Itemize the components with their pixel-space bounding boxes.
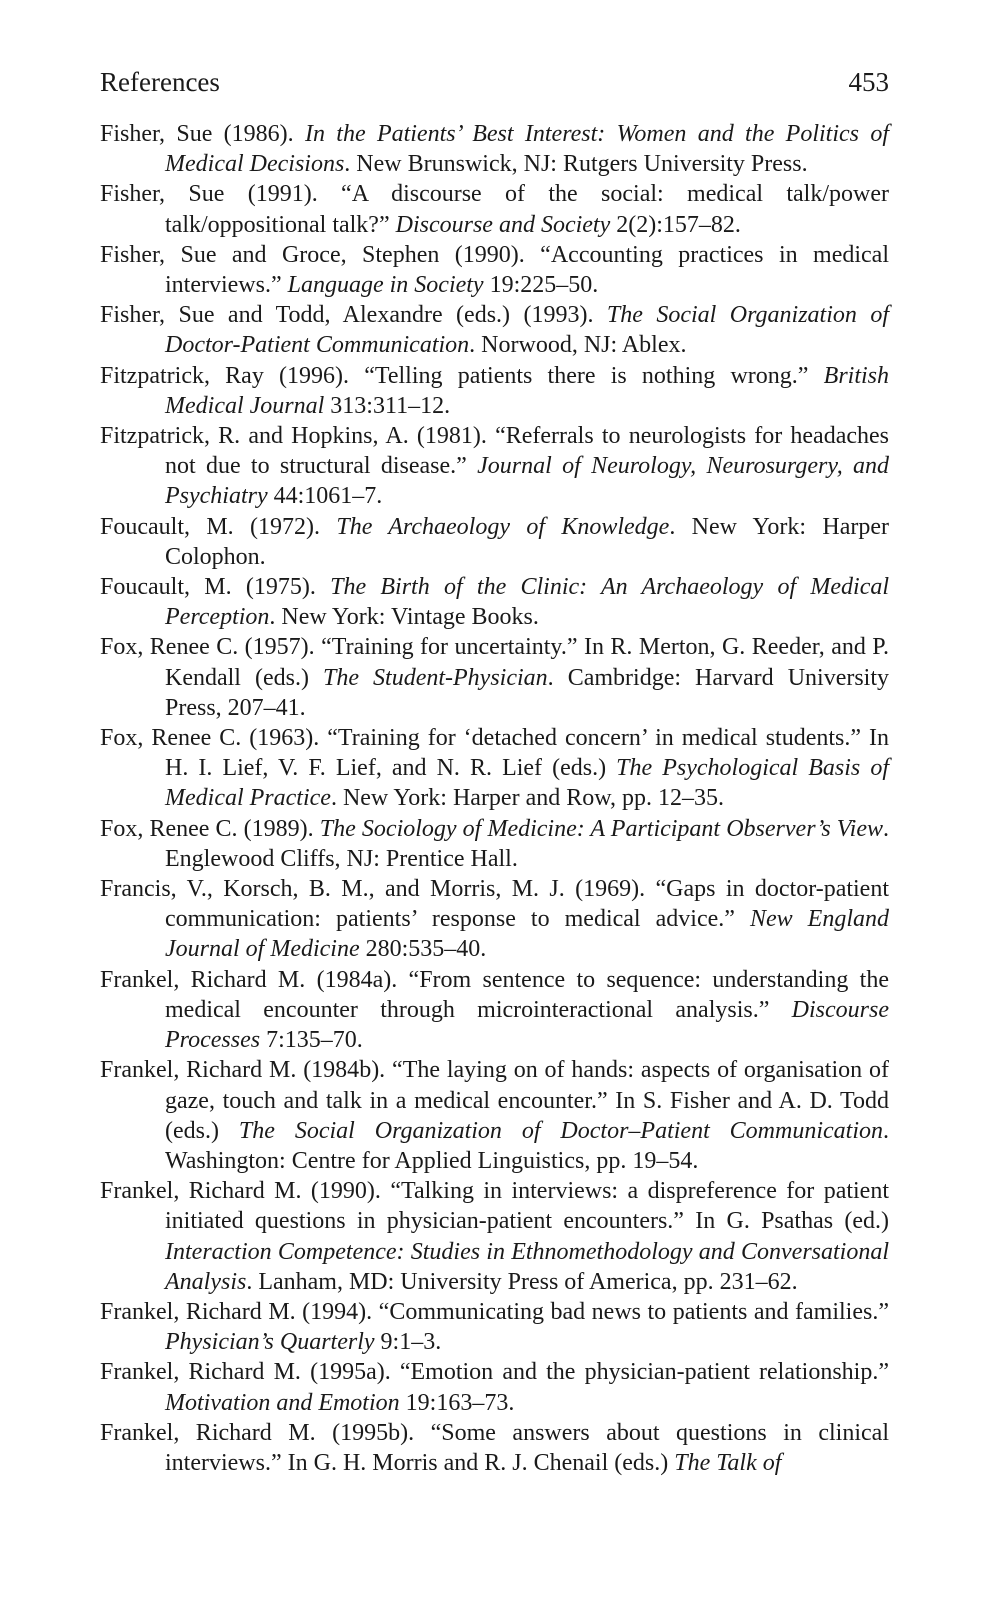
reference-title-italic: The Sociology of Medicine: A Participant Observer’s View: [319, 815, 883, 842]
reference-entry: [100, 512, 889, 572]
reference-list: [100, 119, 889, 1478]
reference-title-italic: The Archaeology of Knowledge: [336, 513, 670, 540]
reference-text: . New York: Harper Colophon.: [165, 513, 889, 570]
reference-text: 2(2):157–82.: [610, 211, 741, 238]
reference-title-italic: Discourse Processes: [165, 996, 889, 1054]
reference-entry: [100, 814, 889, 874]
reference-title-italic: New England Journal of Medicine: [165, 906, 889, 963]
reference-title-italic: Language in Society: [287, 272, 484, 299]
reference-text: . Englewood Cliffs, NJ: Prentice Hall.: [165, 815, 889, 872]
reference-entry: [100, 723, 889, 814]
reference-title-italic: The Student-Physician: [323, 664, 548, 691]
reference-entry: [100, 179, 889, 239]
reference-text: . New York: Harper and Row, pp. 12–35.: [330, 785, 725, 812]
reference-entry: [100, 421, 889, 512]
reference-entry: [100, 1055, 889, 1176]
reference-entry: [100, 361, 889, 421]
reference-text: 9:1–3.: [374, 1329, 442, 1356]
page-number: 453: [848, 67, 889, 97]
reference-text: 280:535–40.: [359, 936, 487, 963]
reference-text: Fox, Renee C. (1989).: [100, 815, 320, 842]
reference-entry: [100, 572, 889, 632]
reference-text: Fisher, Sue and Groce, Stephen (1990). “Accounting practices in medical interviews.”: [100, 241, 889, 299]
reference-text: . Lanham, MD: University Press of America, pp. 231–62.: [246, 1268, 798, 1295]
reference-entry: [100, 874, 889, 965]
reference-title-italic: Interaction Competence: Studies in Ethnomethodology and Conversational Analysis: [165, 1238, 889, 1295]
section-title: References: [100, 67, 220, 97]
reference-title-italic: Discourse and Society: [395, 211, 611, 238]
running-head: [100, 60, 889, 104]
reference-text: Fitzpatrick, R. and Hopkins, A. (1981). “Referrals to neurologists for headaches not due to structural disease.”: [100, 423, 889, 480]
reference-entry: [100, 1357, 889, 1417]
reference-text: . Washington: Centre for Applied Linguistics, pp. 19–54.: [165, 1117, 890, 1174]
reference-entry: [100, 1418, 889, 1478]
reference-text: . New Brunswick, NJ: Rutgers University Press.: [344, 151, 808, 178]
reference-title-italic: The Psychological Basis of Medical Practice: [165, 755, 889, 812]
reference-text: Francis, V., Korsch, B. M., and Morris, M. J. (1969). “Gaps in doctor-patient communication: patients’ response to medical advice.”: [100, 876, 889, 933]
reference-text: Fisher, Sue and Todd, Alexandre (eds.) (1993).: [100, 302, 607, 329]
reference-title-italic: The Talk of: [674, 1449, 782, 1476]
reference-title-italic: British Medical Journal: [165, 362, 889, 419]
reference-text: Frankel, Richard M. (1990). “Talking in interviews: a dispreference for patient initiated questions in physician-patient encounters.” In G. Psathas (ed.): [100, 1178, 889, 1235]
reference-entry: [100, 965, 889, 1056]
reference-title-italic: In the Patients’ Best Interest: Women and the Politics of Medical Decisions: [165, 121, 889, 178]
reference-text: . New York: Vintage Books.: [269, 604, 539, 631]
reference-text: 19:163–73.: [399, 1389, 515, 1416]
reference-text: Frankel, Richard M. (1994). “Communicating bad news to patients and families.”: [100, 1298, 889, 1325]
reference-text: 19:225–50.: [483, 272, 599, 299]
reference-entry: [100, 1176, 889, 1297]
reference-text: Frankel, Richard M. (1995b). “Some answers about questions in clinical interviews.” In G. H. Morris and R. J. Chenail (eds.): [100, 1419, 889, 1476]
reference-text: Fox, Renee C. (1957). “Training for uncertainty.” In R. Merton, G. Reeder, and P. Kendall (eds.): [100, 634, 889, 691]
reference-text: Frankel, Richard M. (1984a). “From sentence to sequence: understanding the medical encounter through microinteractional analysis.”: [100, 966, 889, 1023]
reference-entry: [100, 300, 889, 360]
reference-text: Fisher, Sue (1986).: [100, 121, 305, 147]
reference-text: Foucault, M. (1975).: [100, 574, 331, 601]
reference-title-italic: Physician’s Quarterly: [165, 1329, 375, 1356]
reference-text: Fitzpatrick, Ray (1996). “Telling patients there is nothing wrong.”: [100, 362, 824, 389]
reference-entry: [100, 119, 889, 179]
reference-text: 44:1061–7.: [267, 483, 383, 510]
book-page: [100, 60, 889, 1478]
reference-entry: [100, 1297, 889, 1357]
reference-entry: [100, 632, 889, 723]
reference-text: Frankel, Richard M. (1995a). “Emotion and the physician-patient relationship.”: [100, 1359, 889, 1386]
reference-text: . Cambridge: Harvard University Press, 207–41.: [165, 664, 890, 721]
reference-text: Fox, Renee C. (1963). “Training for ‘detached concern’ in medical students.” In H. I. Lief, V. F. Lief, and N. R. Lief (eds.): [100, 725, 889, 782]
reference-title-italic: The Social Organization of Doctor-Patient Communication: [165, 302, 890, 359]
reference-title-italic: The Social Organization of Doctor–Patient Communication: [238, 1117, 884, 1144]
reference-text: Fisher, Sue (1991). “A discourse of the social: medical talk/power talk/oppositional talk?”: [100, 181, 889, 238]
reference-text: 313:311–12.: [324, 392, 451, 419]
reference-text: Frankel, Richard M. (1984b). “The laying on of hands: aspects of organisation of gaze, touch and talk in a medical encounter.” In S. Fisher and A. D. Todd (eds.): [100, 1057, 889, 1144]
reference-title-italic: Journal of Neurology, Neurosurgery, and Psychiatry: [165, 453, 890, 510]
reference-text: Foucault, M. (1972).: [100, 513, 337, 540]
reference-text: 7:135–70.: [260, 1027, 363, 1054]
reference-title-italic: Motivation and Emotion: [165, 1389, 400, 1416]
reference-entry: [100, 240, 889, 300]
reference-text: . Norwood, NJ: Ablex.: [469, 332, 687, 359]
reference-title-italic: The Birth of the Clinic: An Archaeology of Medical Perception: [165, 574, 890, 631]
